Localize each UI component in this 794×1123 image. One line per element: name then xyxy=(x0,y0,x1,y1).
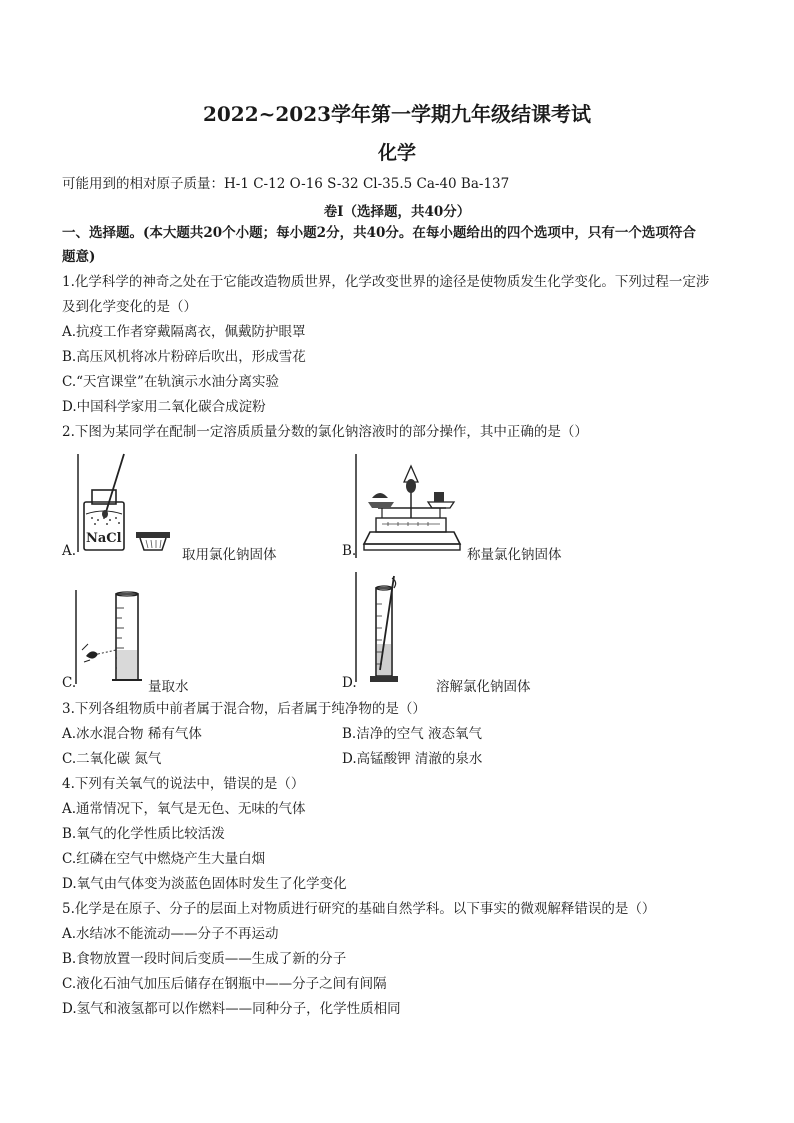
q1-option-b: B.高压风机将冰片粉碎后吹出，形成雪花 xyxy=(62,349,306,365)
q3-option-d: D.高锰酸钾 清澈的泉水 xyxy=(342,751,483,767)
q5-option-b: B.食物放置一段时间后变质——生成了新的分子 xyxy=(62,951,347,967)
q2-option-d-letter: D. xyxy=(342,675,357,691)
q3-stem: 3.下列各组物质中前者属于混合物，后者属于纯净物的是（） xyxy=(62,701,426,717)
subject-title: 化学 xyxy=(377,142,416,164)
q2-option-b-letter: B. xyxy=(342,543,357,559)
q1-stem-line1: 1.化学科学的神奇之处在于它能改造物质世界，化学改变世界的途径是使物质发生化学变化。下列过程一定涉 xyxy=(62,274,710,290)
section-instructions-line1: 一、选择题。(本大题共20个小题；每小题2分，共40分。在每小题给出的四个选项中，只有一个选项符合 xyxy=(62,225,696,241)
part-title: 卷Ⅰ（选择题，共40分） xyxy=(323,204,471,220)
q3-option-a: A.冰水混合物 稀有气体 xyxy=(62,726,202,742)
figure-dissolve xyxy=(354,570,434,690)
q5-option-c: C.液化石油气加压后储存在钢瓶中——分子之间有间隔 xyxy=(62,976,387,992)
q3-option-c: C.二氧化碳 氮气 xyxy=(62,751,162,767)
atomic-masses: 可能用到的相对原子质量：H-1 C-12 O-16 S-32 Cl-35.5 Ca-40 Ba-137 xyxy=(62,176,510,192)
q4-option-c: C.红磷在空气中燃烧产生大量白烟 xyxy=(62,851,266,867)
q2-option-b-caption: 称量氯化钠固体 xyxy=(467,547,562,563)
q2-option-c-caption: 量取水 xyxy=(148,679,189,695)
q2-option-a-caption: 取用氯化钠固体 xyxy=(182,547,277,563)
q2-option-a-letter: A. xyxy=(62,543,77,559)
q2-option-d-caption: 溶解氯化钠固体 xyxy=(436,679,531,695)
q2-option-c-letter: C. xyxy=(62,675,77,691)
figure-take-nacl xyxy=(72,452,182,562)
q5-stem: 5.化学是在原子、分子的层面上对物质进行研究的基础自然学科。以下事实的微观解释错误的是（） xyxy=(62,901,656,917)
q5-option-d: D.氢气和液氢都可以作燃料——同种分子，化学性质相同 xyxy=(62,1001,401,1017)
q1-option-d: D.中国科学家用二氧化碳合成淀粉 xyxy=(62,399,266,415)
q4-option-b: B.氧气的化学性质比较活泼 xyxy=(62,826,225,842)
q2-stem: 2.下图为某同学在配制一定溶质质量分数的氯化钠溶液时的部分操作，其中正确的是（） xyxy=(62,424,588,440)
q1-option-c: C.“天宫课堂”在轨演示水油分离实验 xyxy=(62,374,279,390)
figure-measuring-cylinder xyxy=(72,588,152,688)
q4-option-a: A.通常情况下，氧气是无色、无味的气体 xyxy=(62,801,306,817)
q5-option-a: A.水结冰不能流动——分子不再运动 xyxy=(62,926,279,942)
nacl-bottle-label: NaCl xyxy=(86,531,122,546)
q4-stem: 4.下列有关氧气的说法中，错误的是（） xyxy=(62,776,305,792)
exam-title: 2022~2023学年第一学期九年级结课考试 xyxy=(202,102,592,126)
q1-stem-line2: 及到化学变化的是（） xyxy=(62,299,197,315)
q1-option-a: A.抗疫工作者穿戴隔离衣，佩戴防护眼罩 xyxy=(62,324,306,340)
section-instructions-line2: 题意) xyxy=(62,249,96,265)
figure-balance xyxy=(354,452,464,562)
q4-option-d: D.氧气由气体变为淡蓝色固体时发生了化学变化 xyxy=(62,876,347,892)
q3-option-b: B.洁净的空气 液态氧气 xyxy=(342,726,483,742)
